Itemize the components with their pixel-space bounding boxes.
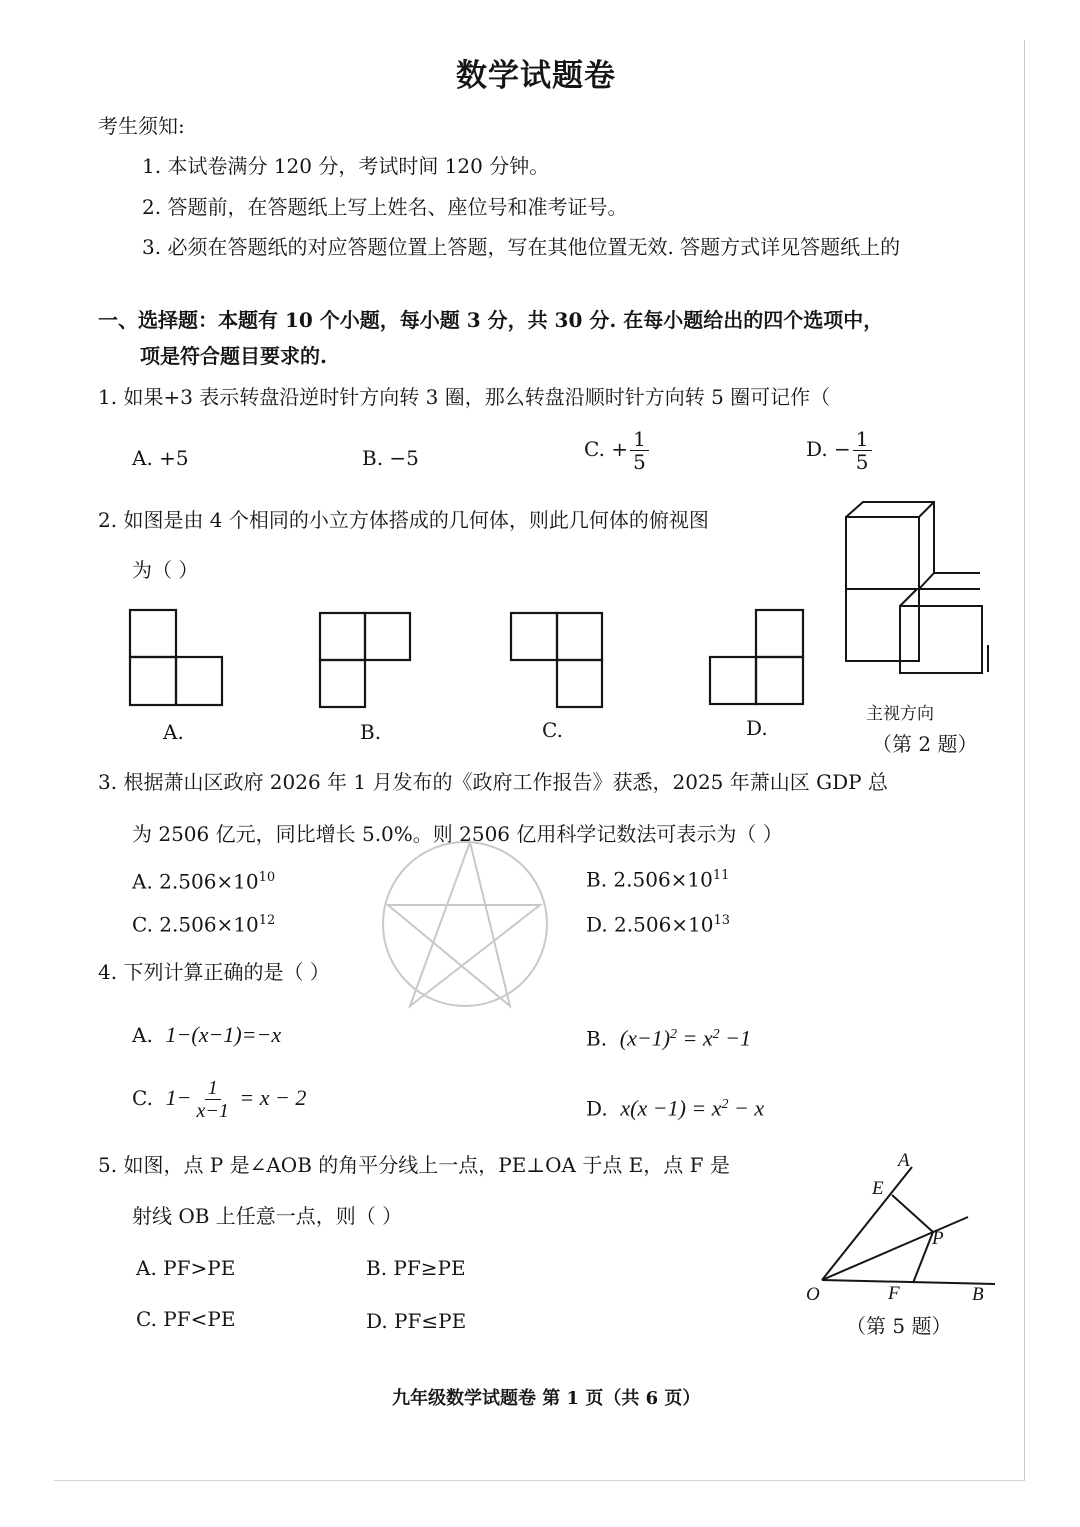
q4-option-b-label: B. <box>586 1026 608 1051</box>
q5-point-o-label: O <box>806 1284 820 1305</box>
q4-option-c-prefix: 1− <box>165 1085 192 1110</box>
section-heading-line2: 项是符合题目要求的. <box>140 344 327 368</box>
q4-option-b-rhs-exponent: 2 <box>712 1027 720 1042</box>
q5-figure-caption: （第 5 题） <box>846 1314 952 1338</box>
q2-stem-line1: 2. 如图是由 4 个相同的小立方体搭成的几何体，则此几何体的俯视图 <box>98 508 709 532</box>
q4-option-d-label: D. <box>586 1096 608 1121</box>
q1-option-d-label: D. − <box>806 437 851 461</box>
q1-d-denominator: 5 <box>855 450 869 474</box>
q4-option-b-rhs: = x <box>677 1025 713 1051</box>
q3-option-b-exponent: 11 <box>712 868 730 883</box>
q3-option-a-exponent: 10 <box>258 870 276 885</box>
q4-option-a-label: A. <box>132 1023 153 1047</box>
ray-oa <box>822 1167 912 1280</box>
q1-option-b: B. −5 <box>362 446 419 470</box>
q4-option-b-tail: −1 <box>719 1025 752 1051</box>
q5-stem-line1: 5. 如图，点 P 是∠AOB 的角平分线上一点，PE⊥OA 于点 E，点 F 是 <box>98 1153 730 1177</box>
segment-pe <box>892 1195 933 1232</box>
notice-heading: 考生须知: <box>98 114 185 138</box>
section-heading-line1: 一、选择题：本题有 10 个小题，每小题 3 分，共 30 分. 在每小题给出的四个选项中， <box>98 308 884 332</box>
q4-option-d-exponent: 2 <box>721 1097 729 1112</box>
q3-option-c-text: C. 2.506×10 <box>132 912 259 937</box>
q3-option-a-text: A. 2.506×10 <box>132 869 259 894</box>
q4-c-denominator: x−1 <box>196 1100 229 1122</box>
q5-point-e-label: E <box>872 1178 884 1199</box>
q1-d-numerator: 1 <box>853 428 872 451</box>
q4-stem: 4. 下列计算正确的是（ ） <box>98 960 330 984</box>
q4-option-d-expression: x(x −1) = x <box>620 1095 722 1121</box>
ray-ob <box>822 1280 995 1284</box>
q1-option-c-label: C. + <box>584 437 629 461</box>
notice-item-1: 1. 本试卷满分 120 分，考试时间 120 分钟。 <box>142 154 550 178</box>
q4-c-numerator: 1 <box>205 1077 221 1100</box>
q1-c-denominator: 5 <box>633 450 646 474</box>
q4-option-a-expression: 1−(x−1)=−x <box>165 1022 282 1047</box>
q5-option-d: D. PF≤PE <box>366 1309 467 1333</box>
q2-label-d: D. <box>746 716 768 740</box>
notice-item-2: 2. 答题前，在答题纸上写上姓名、座位号和准考证号。 <box>142 195 628 219</box>
q3-option-d-exponent: 13 <box>713 913 731 928</box>
q3-stem-line2: 为 2506 亿元，同比增长 5.0%。则 2506 亿用科学记数法可表示为（ ） <box>132 822 783 846</box>
notice-item-3: 3. 必须在答题纸的对应答题位置上答题，写在其他位置无效. 答题方式详见答题纸上的 <box>142 235 901 259</box>
q2-label-b: B. <box>360 720 382 744</box>
q5-point-f-label: F <box>888 1283 900 1304</box>
q5-option-b: B. PF≥PE <box>366 1256 466 1280</box>
q2-view-direction: 主视方向 <box>866 704 934 724</box>
q5-option-c: C. PF<PE <box>136 1307 236 1331</box>
q5-point-p-label: P <box>932 1228 944 1249</box>
q1-option-a: A. +5 <box>132 446 189 470</box>
q4-option-b-exponent: 2 <box>670 1027 678 1042</box>
q4-option-c-rhs: = x − 2 <box>233 1085 307 1110</box>
q3-option-b-text: B. 2.506×10 <box>586 867 713 892</box>
q5-point-b-label: B <box>972 1284 984 1305</box>
q4-option-d-tail: − x <box>728 1095 765 1121</box>
q5-stem-line2: 射线 OB 上任意一点，则（ ） <box>132 1204 403 1228</box>
q4-option-c-label: C. <box>132 1086 153 1110</box>
q5-point-a-label: A <box>898 1150 910 1171</box>
page-footer: 九年级数学试题卷 第 1 页（共 6 页） <box>392 1388 701 1409</box>
q2-figure-caption: （第 2 题） <box>872 732 978 756</box>
q4-option-b-base: (x−1) <box>619 1025 671 1051</box>
q2-label-a: A. <box>163 720 184 744</box>
q3-stem-line1: 3. 根据萧山区政府 2026 年 1 月发布的《政府工作报告》获悉，2025 年萧山区 GDP 总 <box>98 770 888 794</box>
q1-stem: 1. 如果+3 表示转盘沿逆时针方向转 3 圈，那么转盘沿顺时针方向转 5 圈可记作（ <box>98 385 831 409</box>
q2-label-c: C. <box>542 718 563 742</box>
q3-option-c-exponent: 12 <box>258 913 276 928</box>
q3-option-d-text: D. 2.506×10 <box>586 912 714 937</box>
angle-bisector <box>822 1217 968 1280</box>
page-title: 数学试题卷 <box>456 58 616 94</box>
q5-option-a: A. PF>PE <box>136 1256 236 1280</box>
q2-stem-line2: 为（ ） <box>132 558 199 582</box>
q1-c-numerator: 1 <box>630 428 649 451</box>
